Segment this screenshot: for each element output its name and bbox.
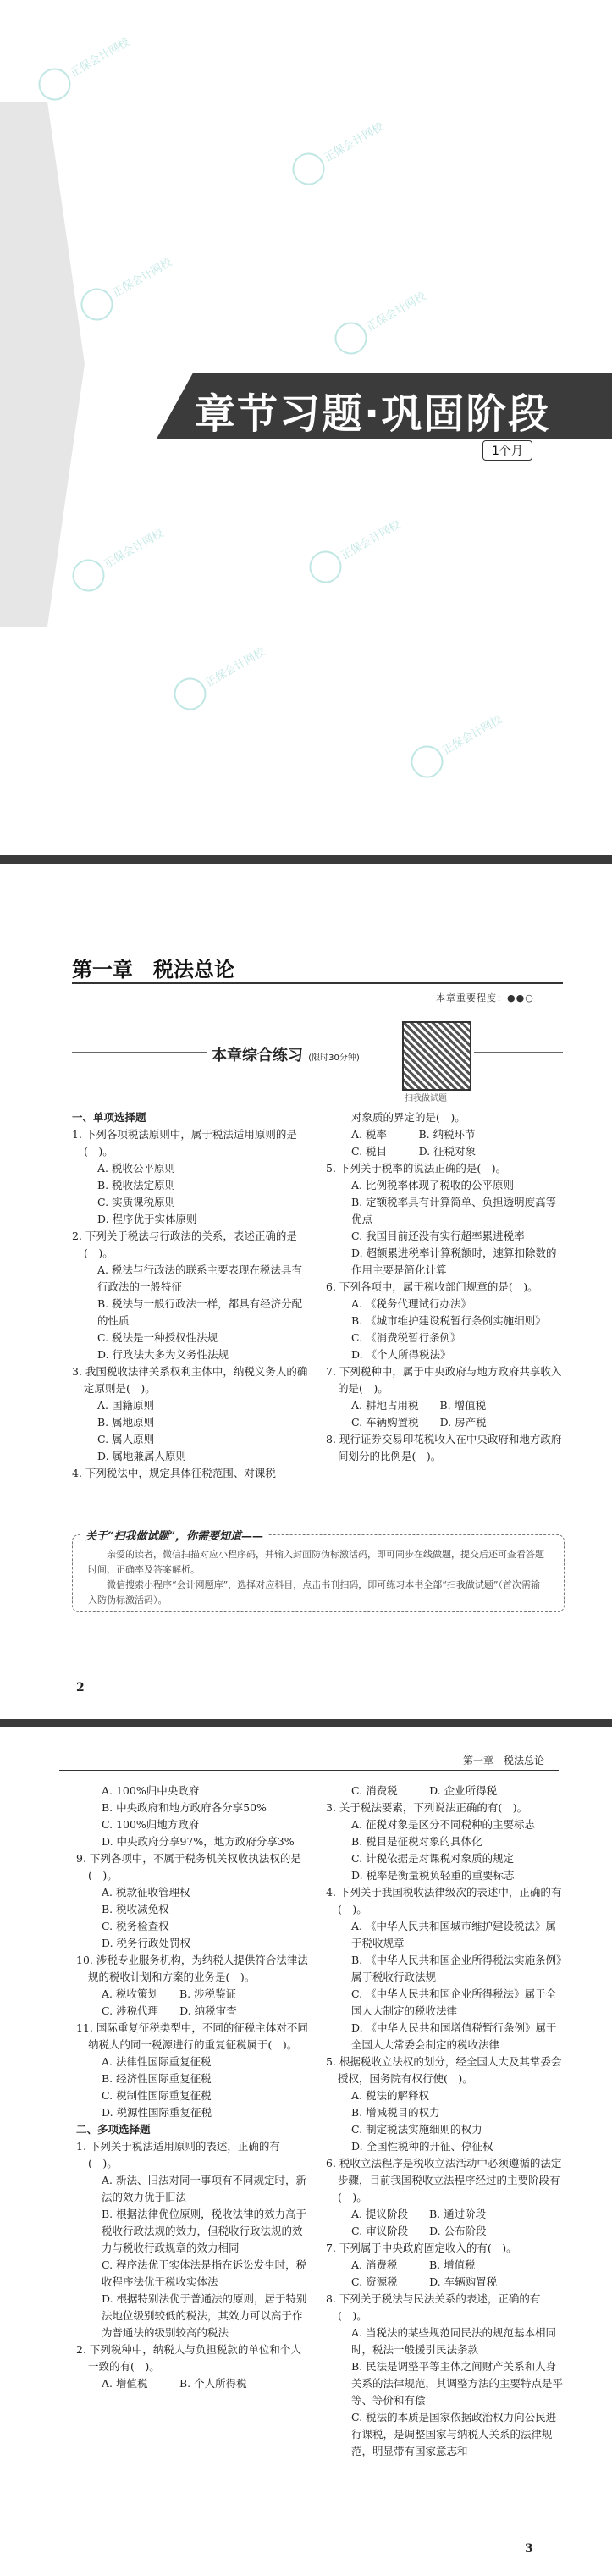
option: A. 增值税 B. 个人所得税 xyxy=(102,2377,247,2390)
option: C. 税制性国际重复征税 xyxy=(102,2089,212,2102)
left-column xyxy=(76,1783,309,2392)
option: D. 税源性国际重复征税 xyxy=(102,2106,212,2119)
option: C. 审议阶段 D. 公布阶段 xyxy=(351,2225,487,2237)
option: A. 税收策划 B. 涉税鉴证 xyxy=(102,1987,237,2000)
option: B. 税目是征税对象的具体化 xyxy=(351,1835,482,1848)
option: D. 行政法大多为义务性法规 xyxy=(97,1348,229,1361)
option: C. 税法是一种授权性法规 xyxy=(97,1331,218,1344)
option: C. 实质课税原则 xyxy=(97,1196,176,1208)
option: D. 税务行政处罚权 xyxy=(102,1937,191,1949)
question: 9. 下列各项中，不属于税务机关权收执法权的是( )。 xyxy=(76,1852,301,1882)
question: 2. 下列关于税法与行政法的关系，表述正确的是( )。 xyxy=(72,1230,297,1259)
section-title: 章节习题·巩固阶段 xyxy=(195,390,551,438)
option: A. 新法、旧法对同一事项有不同规定时，新法的效力优于旧法 xyxy=(102,2174,306,2203)
option: C. 100%归地方政府 xyxy=(102,1818,200,1831)
cover-page xyxy=(0,0,612,855)
tip-line: 微信搜索小程序“会计网题库”，选择对应科目，点击书刊扫码，即可练习本书全部“扫我做试题”（首次需输入防伪标激活码）。 xyxy=(88,1579,540,1606)
option: A. 提议阶段 B. 通过阶段 xyxy=(351,2208,487,2220)
option: C. 计税依据是对课税对象质的规定 xyxy=(351,1852,515,1865)
question: 4. 下列关于我国税收法律级次的表述中，正确的有( )。 xyxy=(326,1886,562,1915)
option: B. 《中华人民共和国企业所得税法实施条例》属于税收行政法规 xyxy=(351,1954,562,1983)
option: A. 税收公平原则 xyxy=(97,1162,175,1175)
option: A. 耕地占用税 B. 增值税 xyxy=(351,1399,487,1412)
section-heading: 二、多项选择题 xyxy=(76,2123,151,2136)
chevron-decoration xyxy=(0,102,85,627)
question: 1. 下列关于税法适用原则的表述，正确的有( )。 xyxy=(76,2140,280,2170)
option: A. 国籍原则 xyxy=(97,1399,154,1412)
question: 10. 涉税专业服务机构，为纳税人提供符合法律法规的税收计划和方案的业务是( )。 xyxy=(76,1954,308,1983)
header-rule xyxy=(59,1770,559,1771)
option: D. 《个人所得税法》 xyxy=(351,1348,451,1361)
option: C. 税务检查权 xyxy=(102,1920,169,1932)
option: D. 《中华人民共和国增值税暂行条例》属于全国人大常委会制定的税收法律 xyxy=(351,2021,557,2051)
right-column xyxy=(326,1783,563,2460)
watermark: 正保会计网校 xyxy=(67,519,171,598)
chapter-rule xyxy=(72,982,563,984)
watermark: 正保会计网校 xyxy=(33,28,137,107)
option: C. 涉税代理 D. 纳税审查 xyxy=(102,2004,237,2017)
section-heading: 一、单项选择题 xyxy=(72,1111,146,1124)
question: 1. 下列各项税法原则中，属于税法适用原则的是( )。 xyxy=(72,1128,297,1158)
option: A. 法律性国际重复征税 xyxy=(102,2055,212,2068)
option: A. 税款征收管理权 xyxy=(102,1886,190,1899)
tip-box xyxy=(72,1534,565,1612)
qr-code-icon[interactable] xyxy=(402,1021,471,1091)
question: 2. 下列税种中，纳税人与负担税款的单位和个人一致的有( )。 xyxy=(76,2343,301,2373)
option: B. 属地原则 xyxy=(97,1416,155,1429)
option: C. 制定税法实施细则的权力 xyxy=(351,2123,482,2136)
option: A. 《中华人民共和国城市维护建设税法》属于税收规章 xyxy=(351,1920,556,1949)
qr-label: 扫我做试题 xyxy=(405,1094,447,1103)
option: C. 《中华人民共和国企业所得税法》属于全国人大制定的税收法律 xyxy=(351,1987,557,2017)
option: A. 征税对象是区分不同税种的主要标志 xyxy=(351,1818,535,1831)
exercise-heading: 本章综合练习 (限时30分钟) xyxy=(212,1047,360,1064)
question: 6. 税收立法程序是税收立法活动中必须遵循的法定步骤，目前我国税收立法程序经过的主要阶段有( )。 xyxy=(326,2157,562,2203)
question: 7. 下列税种中，属于中央政府与地方政府共享收入的是( )。 xyxy=(326,1365,562,1395)
question: 8. 下列关于税法与民法关系的表述，正确的有( )。 xyxy=(326,2292,541,2322)
option: D. 中央政府分享97%，地方政府分享3% xyxy=(102,1835,295,1848)
question: 5. 下列关于税率的说法正确的是( )。 xyxy=(326,1162,507,1175)
option: C. 消费税 D. 企业所得税 xyxy=(351,1784,498,1797)
page-separator xyxy=(0,1719,612,1727)
option: C. 税法的本质是国家依据政治权力向公民进行课税，是调整国家与纳税人关系的法律规范，明显带有国家意志和 xyxy=(351,2411,557,2457)
tip-line: 亲爱的读者，微信扫描对应小程序码，并输入封面防伪标激活码，即可同步在线做题，提交后还可查看答题时间、正确率及答案解析。 xyxy=(88,1549,544,1575)
divider xyxy=(72,1052,207,1053)
option: A. 税法的解释权 xyxy=(351,2089,429,2102)
question: 4. 下列税法中，规定具体征税范围、对课税 xyxy=(72,1467,276,1479)
right-column xyxy=(326,1109,563,1465)
option: B. 税法与一般行政法一样，都具有经济分配的性质 xyxy=(97,1297,303,1327)
option: A. 当税法的某些规范同民法的规范基本相同时，税法一般援引民法条款 xyxy=(351,2326,556,2356)
option: D. 属地兼属人原则 xyxy=(97,1450,187,1462)
option: A. 税率 B. 纳税环节 xyxy=(351,1128,476,1141)
option: C. 税目 D. 征税对象 xyxy=(351,1145,477,1158)
watermark: 正保会计网校 xyxy=(304,511,408,589)
option: B. 税收法定原则 xyxy=(97,1179,176,1191)
option: A. 消费税 B. 增值税 xyxy=(351,2258,476,2271)
page-number: 3 xyxy=(525,2542,533,2556)
option: A. 税法与行政法的联系主要表现在税法具有行政法的一般特征 xyxy=(97,1263,302,1293)
page-number: 2 xyxy=(76,1681,85,1694)
watermark: 正保会计网校 xyxy=(287,113,391,191)
question: 5. 根据税收立法权的划分，经全国人大及其常委会授权，国务院有权行使( )。 xyxy=(326,2055,562,2085)
question: 3. 我国税收法律关系权利主体中，纳税义务人的确定原则是( )。 xyxy=(72,1365,308,1395)
importance-dots-icon: ●●○ xyxy=(507,992,534,1003)
option: C. 资源税 D. 车辆购置税 xyxy=(351,2275,498,2288)
option: D. 超额累进税率计算税额时，速算扣除数的作用主要是简化计算 xyxy=(351,1247,557,1276)
page-2 xyxy=(0,864,612,1719)
watermark: 正保会计网校 xyxy=(75,248,179,327)
tip-heading: 关于“扫我做试题”，你需要知道—— xyxy=(80,1527,268,1543)
option: A. 比例税率体现了税收的公平原则 xyxy=(351,1179,514,1191)
option: D. 程序优于实体原则 xyxy=(97,1213,197,1225)
question: 6. 下列各项中，属于税收部门规章的是( )。 xyxy=(326,1280,538,1293)
option: C. 属人原则 xyxy=(97,1433,155,1446)
watermark: 正保会计网校 xyxy=(168,638,273,716)
running-head: 第一章 税法总论 xyxy=(462,1755,544,1766)
option: A. 《税务代理试行办法》 xyxy=(351,1297,471,1310)
option: D. 根据特别法优于普通法的原则，居于特别法地位级别较低的税法，其效力可以高于作为普通法的级别较高的税法 xyxy=(102,2292,307,2339)
importance-rating: 本章重要程度：●●○ xyxy=(436,992,534,1003)
option: B. 中央政府和地方政府各分享50% xyxy=(102,1801,267,1814)
option: C. 车辆购置税 D. 房产税 xyxy=(351,1416,487,1429)
option: B. 税收减免权 xyxy=(102,1903,169,1915)
option: B. 民法是调整平等主体之间财产关系和人身关系的法律规范，其调整方法的主要特点是平等、等价和有偿 xyxy=(351,2360,564,2407)
duration-badge: 1个月 xyxy=(482,440,532,461)
question: 3. 关于税法要素，下列说法正确的有( )。 xyxy=(326,1801,528,1814)
option: D. 税率是衡量税负轻重的重要标志 xyxy=(351,1869,515,1882)
question: 7. 下列属于中央政府固定收入的有( )。 xyxy=(326,2242,517,2254)
question: 11. 国际重复征税类型中，不同的征税主体对不同纳税人的同一税源进行的重复征税属于( )。 xyxy=(76,2021,308,2051)
option: B. 《城市维护建设税暂行条例实施细则》 xyxy=(351,1314,546,1327)
divider xyxy=(474,1052,563,1053)
option: B. 经济性国际重复征税 xyxy=(102,2072,212,2085)
option: D. 全国性税种的开征、停征权 xyxy=(351,2140,493,2153)
option: A. 100%归中央政府 xyxy=(102,1784,200,1797)
watermark: 正保会计网校 xyxy=(329,282,433,361)
question: 8. 现行证券交易印花税收入在中央政府和地方政府间划分的比例是( )。 xyxy=(326,1433,562,1462)
watermark: 正保会计网校 xyxy=(405,705,510,784)
option: C. 程序法优于实体法是指在诉讼发生时，税收程序法优于税收实体法 xyxy=(102,2258,307,2288)
option: C. 《消费税暂行条例》 xyxy=(351,1331,461,1344)
page-separator xyxy=(0,855,612,864)
option: 对象质的界定的是( )。 xyxy=(351,1111,466,1124)
page-3 xyxy=(0,1727,612,2576)
option: C. 我国目前还没有实行超率累进税率 xyxy=(351,1230,525,1242)
option: B. 根据法律优位原则，税收法律的效力高于税收行政法规的效力，但税收行政法规的效力与税收行政规章的效力相同 xyxy=(102,2208,307,2254)
chapter-title: 第一章 税法总论 xyxy=(72,958,234,981)
left-column xyxy=(72,1109,309,1482)
option: B. 增减税目的权力 xyxy=(351,2106,440,2119)
option: B. 定额税率具有计算简单、负担透明度高等优点 xyxy=(351,1196,557,1225)
